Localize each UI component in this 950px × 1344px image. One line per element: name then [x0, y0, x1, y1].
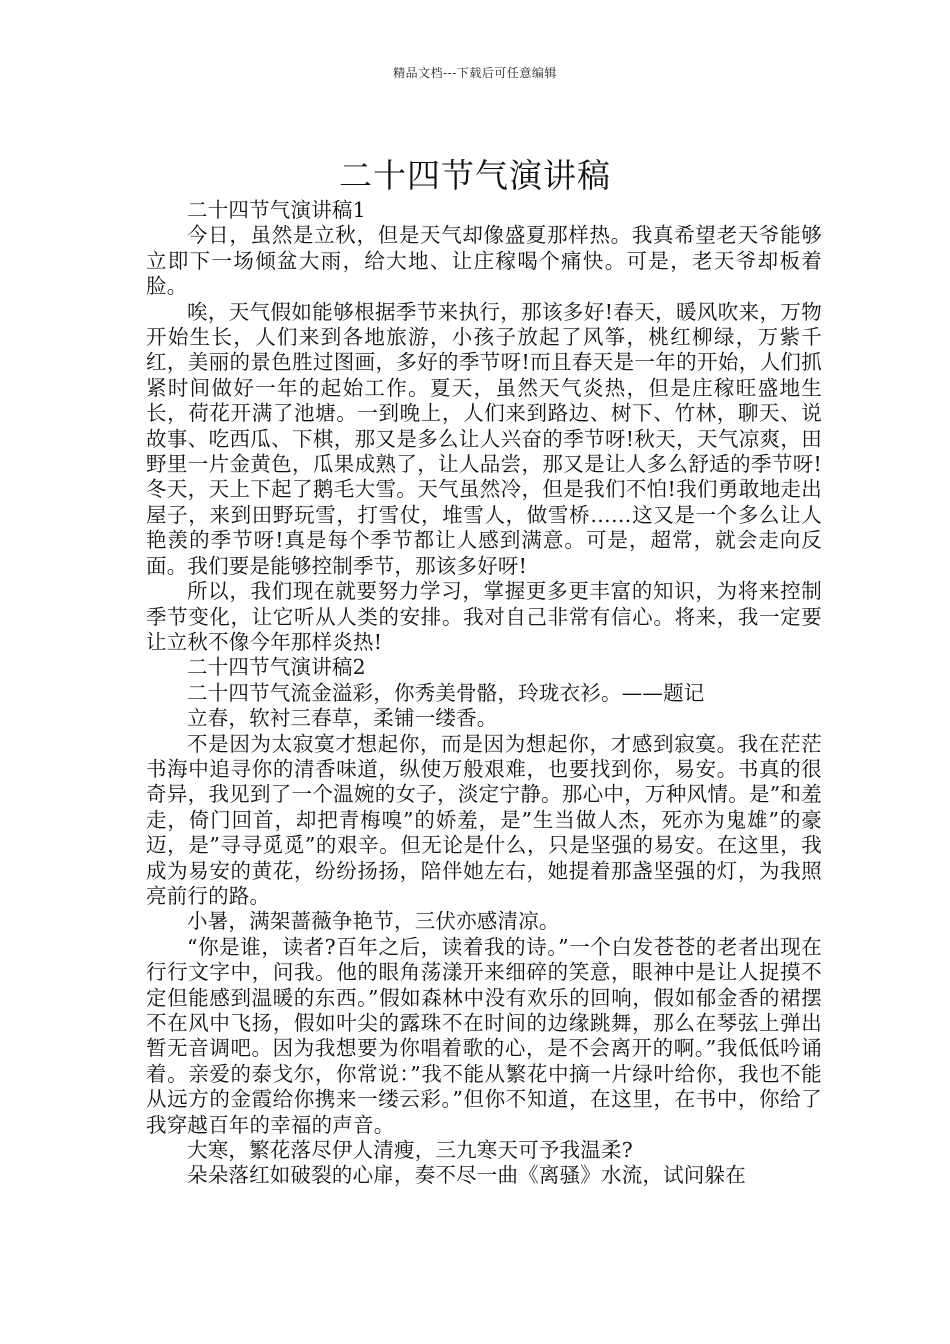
- paragraph: 朵朵落红如破裂的心扉，奏不尽一曲《离骚》水流，试问躲在: [187, 1163, 746, 1188]
- paragraph: 小暑，满架蔷薇争艳节，三伏亦感清凉。: [187, 909, 560, 934]
- document-title: 二十四节气演讲稿: [339, 156, 611, 196]
- section-heading-2: 二十四节气演讲稿2: [187, 655, 366, 680]
- paragraph: 大寒，繁花落尽伊人清瘦，三九寒天可予我温柔?: [187, 1138, 633, 1163]
- paragraph: 二十四节气流金溢彩，你秀美骨骼，玲珑衣衫。——题记: [187, 680, 705, 705]
- paragraph: 唉，天气假如能够根据季节来执行，那该多好!春天，暖风吹来，万物开始生长，人们来到各地旅游，小孩子放起了风筝，桃红柳绿，万紫千红，美丽的景色胜过图画，多好的季节呀!而且春天是一年的开始，人们抓紧时间做好一年的起始工作。夏天，虽然天气炎热，但是庄稼旺盛地生长，荷花开满了池塘。一到晚上，人们来到路边、树下、竹林，聊天、说故事、吃西瓜、下棋，那又是多么让人兴奋的季节呀!秋天，天气凉爽，田野里一片金黄色，瓜果成熟了，让人品尝，那又是让人多么舒适的季节呀!冬天，天上下起了鹅毛大雪。天气虽然冷，但是我们不怕!我们勇敢地走出屋子，来到田野玩雪，打雪仗，堆雪人，做雪桥……这又是一个多么让人艳羡的季节呀!真是每个季节都让人感到满意。可是，超常，就会走向反面。我们要是能够控制季节，那该多好呀!: [146, 299, 822, 578]
- paragraph: “你是谁，读者?百年之后，读着我的诗。”一个白发苍苍的老者出现在行行文字中，问我。他的眼角荡漾开来细碎的笑意，眼神中是让人捉摸不定但能感到温暖的东西。”假如森林中没有欢乐的回响，假如郁金香的裙摆不在风中飞扬，假如叶尖的露珠不在时间的边缘跳舞，那么在琴弦上弹出暂无音调吧。因为我想要为你唱着歌的心，是不会离开的啊。”我低低吟诵着。亲爱的泰戈尔，你常说：”我不能从繁花中摘一片绿叶给你，我也不能从远方的金霞给你携来一缕云彩。”但你不知道，在这里，在书中，你给了我穿越百年的幸福的声音。: [146, 934, 822, 1137]
- paragraph: 所以，我们现在就要努力学习，掌握更多更丰富的知识，为将来控制季节变化，让它听从人类的安排。我对自己非常有信心。将来，我一定要让立秋不像今年那样炎热!: [146, 579, 822, 654]
- paragraph: 不是因为太寂寞才想起你，而是因为想起你，才感到寂寞。我在茫茫书海中追寻你的清香味道，纵使万般艰难，也要找到你，易安。书真的很奇异，我见到了一个温婉的女子，淡定宁静。那心中，万种风情。是”和羞走，倚门回首，却把青梅嗅”的娇羞，是”生当做人杰，死亦为鬼雄”的豪迈，是”寻寻觅觅”的艰辛。但无论是什么，只是坚强的易安。在这里，我成为易安的黄花，纷纷扬扬，陪伴她左右，她提着那盏坚强的灯，为我照亮前行的路。: [146, 731, 822, 908]
- paragraph: 今日，虽然是立秋，但是天气却像盛夏那样热。我真希望老天爷能够立即下一场倾盆大雨，给大地、让庄稼喝个痛快。可是，老天爷却板着脸。: [146, 223, 822, 299]
- paragraph: 立春，软衬三春草，柔铺一缕香。: [187, 706, 498, 731]
- header-note: 精品文档---下载后可任意编辑: [393, 66, 557, 80]
- section-heading-1: 二十四节气演讲稿1: [187, 198, 366, 222]
- document-body: [146, 198, 822, 1189]
